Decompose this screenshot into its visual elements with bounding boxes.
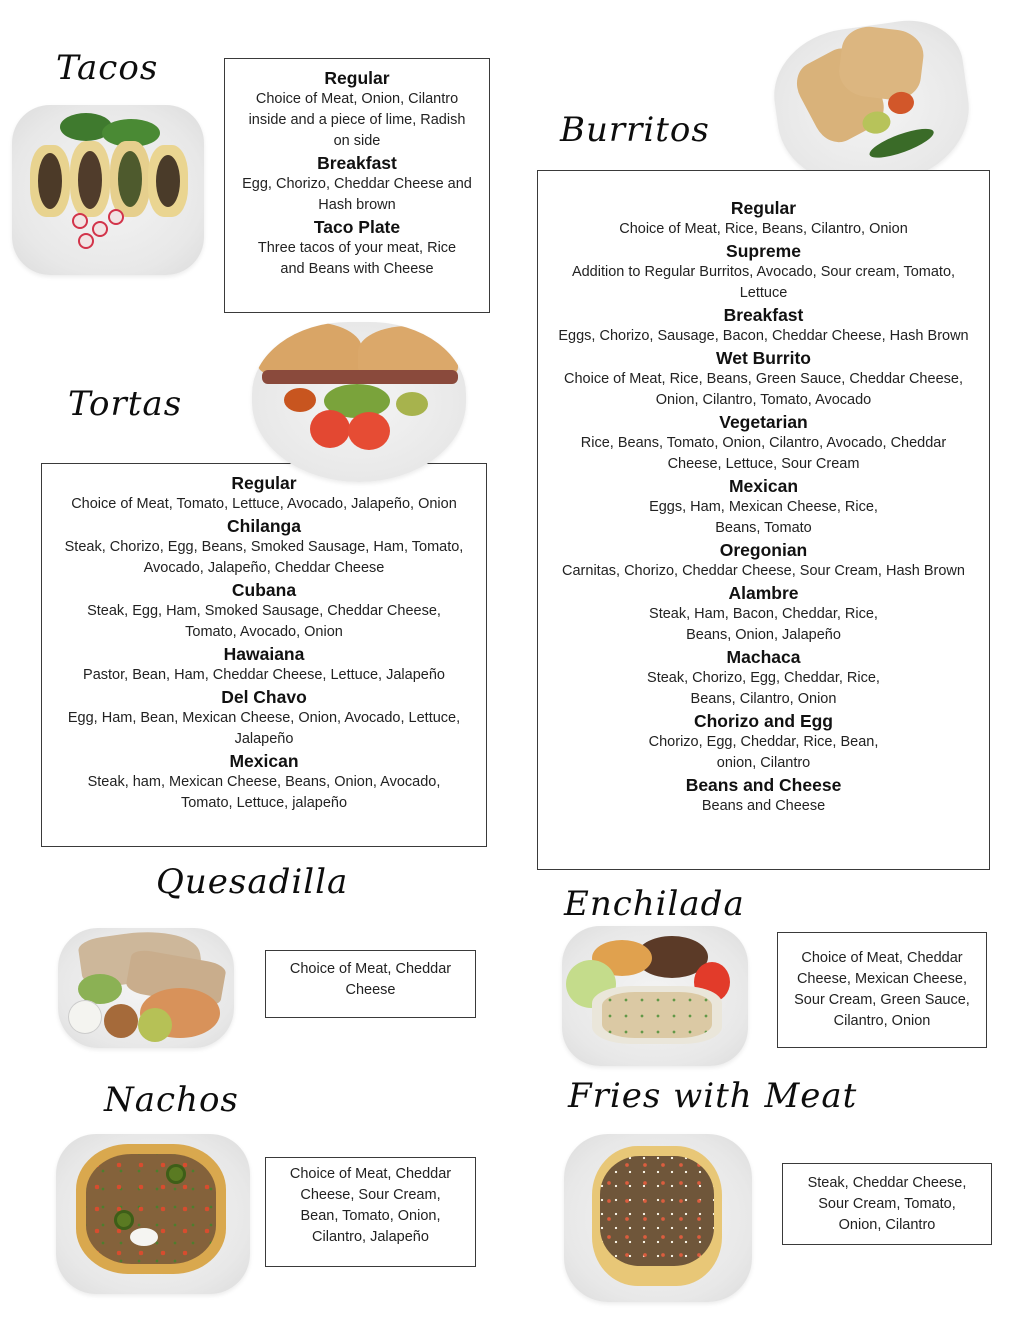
menu-item-burritos-vegetarian: Vegetarian Rice, Beans, Tomato, Onion, Cilantro, Avocado, Cheddar Cheese, Lettuce, Sour Cream	[580, 412, 947, 472]
enchilada-plate-photo	[562, 926, 748, 1066]
menu-item-burritos-wet: Wet Burrito Choice of Meat, Rice, Beans, Green Sauce, Cheddar Cheese, Onion, Cilantro, Tomato, Avocado	[564, 348, 963, 408]
menu-item-burritos-mexican: Mexican Eggs, Ham, Mexican Cheese, Rice, Beans, Tomato	[649, 476, 878, 536]
torta-plate-photo	[252, 322, 466, 482]
menu-item-tacos-breakfast: Breakfast Egg, Chorizo, Cheddar Cheese and Hash brown	[242, 153, 472, 213]
section-title-enchilada: Enchilada	[564, 884, 745, 924]
menu-item-burritos-alambre: Alambre Steak, Ham, Bacon, Cheddar, Rice, Beans, Onion, Jalapeño	[649, 583, 878, 643]
menu-item-tacos-regular: Regular Choice of Meat, Onion, Cilantro inside and a piece of lime, Radish on side	[248, 68, 466, 149]
menu-item-tortas-chilanga: Chilanga Steak, Chorizo, Egg, Beans, Smoked Sausage, Ham, Tomato, Avocado, Jalapeño, Cheddar Cheese	[64, 516, 464, 576]
menu-item-tortas-mexican: Mexican Steak, ham, Mexican Cheese, Beans, Onion, Avocado, Tomato, Lettuce, jalapeño	[87, 751, 441, 811]
section-title-fries-with-meat: Fries with Meat	[568, 1076, 858, 1116]
tacos-plate-photo	[12, 105, 204, 275]
nachos-menu-box: Choice of Meat, Cheddar Cheese, Sour Cream, Bean, Tomato, Onion, Cilantro, Jalapeño	[265, 1157, 476, 1267]
section-title-tortas: Tortas	[68, 384, 183, 424]
menu-item-burritos-regular: Regular Choice of Meat, Rice, Beans, Cilantro, Onion	[619, 198, 908, 237]
fries-plate-photo	[564, 1134, 752, 1302]
menu-item-burritos-beans-cheese: Beans and Cheese Beans and Cheese	[685, 775, 842, 814]
menu-item-tacos-plate: Taco Plate Three tacos of your meat, Rice and Beans with Cheese	[257, 217, 457, 277]
menu-item-tortas-cubana: Cubana Steak, Egg, Ham, Smoked Sausage, Cheddar Cheese, Tomato, Avocado, Onion	[87, 580, 441, 640]
tacos-menu-box	[224, 58, 490, 313]
quesadilla-menu-box: Choice of Meat, Cheddar Cheese	[265, 950, 476, 1018]
burritos-menu-box	[537, 170, 990, 870]
section-title-burritos: Burritos	[560, 110, 710, 150]
menu-item-tortas-regular: Regular Choice of Meat, Tomato, Lettuce, Avocado, Jalapeño, Onion	[71, 473, 457, 512]
section-title-nachos: Nachos	[104, 1080, 239, 1120]
section-title-tacos: Tacos	[56, 48, 159, 88]
menu-item-burritos-oregonian: Oregonian Carnitas, Chorizo, Cheddar Cheese, Sour Cream, Hash Brown	[562, 540, 965, 579]
menu-item-burritos-chorizo-egg: Chorizo and Egg Chorizo, Egg, Cheddar, Rice, Bean, onion, Cilantro	[648, 711, 879, 771]
menu-item-burritos-machaca: Machaca Steak, Chorizo, Egg, Cheddar, Rice, Beans, Cilantro, Onion	[647, 647, 880, 707]
enchilada-menu-box: Choice of Meat, Cheddar Cheese, Mexican Cheese, Sour Cream, Green Sauce, Cilantro, Onion	[777, 932, 987, 1048]
nachos-plate-photo	[56, 1134, 250, 1294]
menu-item-burritos-supreme: Supreme Addition to Regular Burritos, Avocado, Sour cream, Tomato, Lettuce	[571, 241, 956, 301]
menu-item-burritos-breakfast: Breakfast Eggs, Chorizo, Sausage, Bacon, Cheddar Cheese, Hash Brown	[558, 305, 969, 344]
section-title-quesadilla: Quesadilla	[156, 862, 349, 902]
menu-item-tortas-del-chavo: Del Chavo Egg, Ham, Bean, Mexican Cheese, Onion, Avocado, Lettuce, Jalapeño	[67, 687, 461, 747]
menu-item-tortas-hawaiana: Hawaiana Pastor, Bean, Ham, Cheddar Cheese, Lettuce, Jalapeño	[83, 644, 445, 683]
quesadilla-plate-photo	[58, 928, 234, 1048]
tortas-menu-box	[41, 463, 487, 847]
fries-menu-box: Steak, Cheddar Cheese, Sour Cream, Tomato, Onion, Cilantro	[782, 1163, 992, 1245]
